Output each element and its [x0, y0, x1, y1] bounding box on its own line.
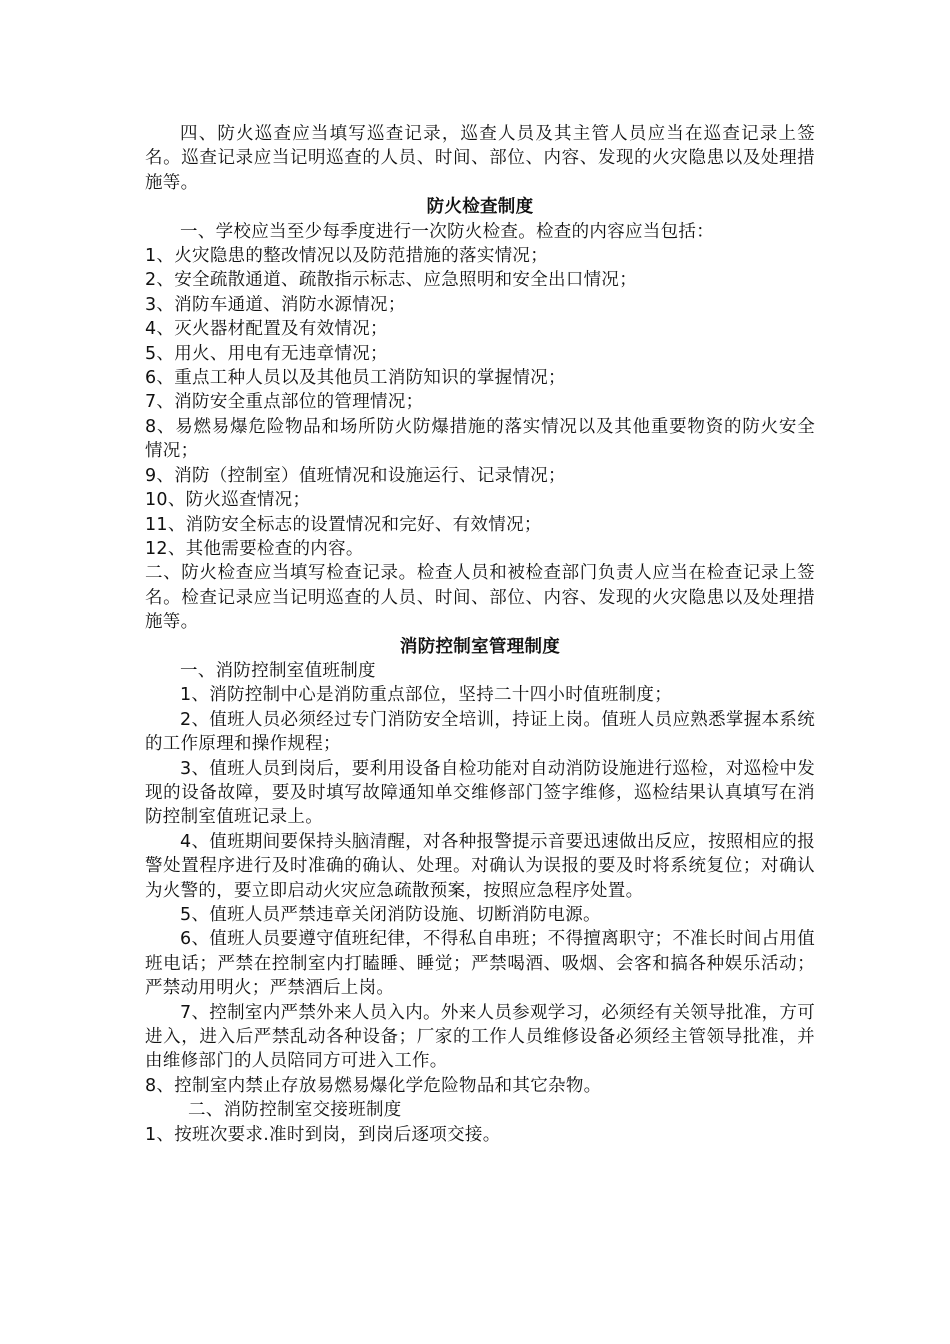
list-item: 7、消防安全重点部位的管理情况； [145, 392, 424, 413]
list-item: 11、消防安全标志的设置情况和完好、有效情况； [145, 514, 542, 535]
list-item: 3、消防车通道、消防水源情况； [145, 294, 406, 315]
list-item: 5、值班人员严禁违章关闭消防设施、切断消防电源。 [180, 905, 601, 925]
list-item: 1、火灾隐患的整改情况以及防范措施的落实情况； [145, 246, 549, 267]
list-item: 10、防火巡查情况； [145, 490, 311, 511]
list-item: 1、消防控制中心是消防重点部位，坚持二十四小时值班制度； [180, 685, 673, 706]
list-item: 6、重点工种人员以及其他员工消防知识的掌握情况； [145, 368, 566, 389]
list-item: 6、值班人员要遵守值班纪律，不得私自串班；不得擅离职守；不准长时间占用值班电话；严禁在控制室内打瞌睡、睡觉；严禁喝酒、吸烟、会客和搞各种娱乐活动；严禁动用明火；严禁酒后上岗。 [145, 929, 815, 999]
inspection-record-paragraph: 二、防火检查应当填写检查记录。检查人员和被检查部门负责人应当在检查记录上签名。检查记录应当记明巡查的人员、时间、部位、内容、发现的火灾隐患以及处理措施等。 [145, 563, 815, 633]
list-item: 2、安全疏散通道、疏散指示标志、应急照明和安全出口情况； [145, 270, 638, 291]
list-item: 2、值班人员必须经过专门消防安全培训，持证上岗。值班人员应熟悉掌握本系统的工作原理和操作规程； [145, 709, 815, 755]
list-item: 9、消防（控制室）值班情况和设施运行、记录情况； [145, 465, 566, 486]
list-item: 4、灭火器材配置及有效情况； [145, 319, 388, 340]
list-item: 12、其他需要检查的内容。 [145, 538, 364, 559]
duty-system-heading: 一、消防控制室值班制度 [180, 660, 376, 681]
list-item: 8、易燃易爆危险物品和场所防火防爆措施的落实情况以及其他重要物资的防火安全情况； [145, 416, 815, 462]
list-item: 4、值班期间要保持头脑清醒，对各种报警提示音要迅速做出反应，按照相应的报警处置程序进行及时准确的确认、处理。对确认为误报的要及时将系统复位；对确认为火警的，要立即启动火灾应急疏散预案，按照应急程序处置。 [145, 831, 815, 901]
control-room-title: 消防控制室管理制度 [399, 636, 561, 657]
document-page [145, 122, 815, 1147]
fire-inspection-title: 防火检查制度 [426, 197, 534, 218]
list-item: 1、按班次要求.准时到岗，到岗后逐项交接。 [145, 1124, 501, 1145]
fire-inspection-intro: 一、学校应当至少每季度进行一次防火检查。检查的内容应当包括： [180, 221, 714, 242]
list-item: 5、用火、用电有无违章情况； [145, 343, 388, 364]
handover-system-heading: 二、消防控制室交接班制度 [188, 1100, 402, 1121]
list-item: 3、值班人员到岗后，要利用设备自检功能对自动消防设施进行巡检，对巡检中发现的设备故障，要及时填写故障通知单交维修部门签字维修，巡检结果认真填写在消防控制室值班记录上。 [145, 758, 815, 828]
list-item: 8、控制室内禁止存放易燃易爆化学危险物品和其它杂物。 [145, 1075, 602, 1096]
patrol-record-paragraph: 四、防火巡查应当填写巡查记录，巡查人员及其主管人员应当在巡查记录上签名。巡查记录应当记明巡查的人员、时间、部位、内容、发现的火灾隐患以及处理措施等。 [145, 124, 815, 193]
list-item: 7、控制室内严禁外来人员入内。外来人员参观学习，必须经有关领导批准，方可进入，进入后严禁乱动各种设备；厂家的工作人员维修设备必须经主管领导批准，并由维修部门的人员陪同方可进入工作。 [145, 1002, 815, 1072]
